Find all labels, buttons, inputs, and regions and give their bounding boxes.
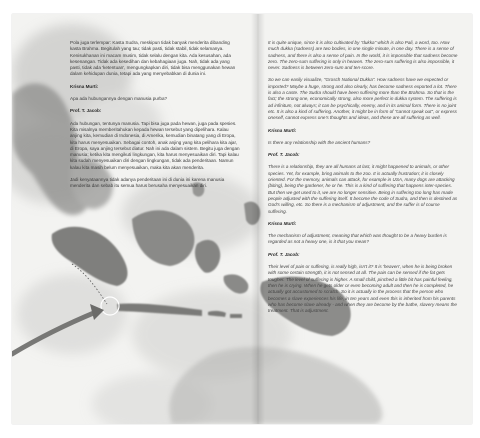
question-text: Is there any relationship with the ancient humans? bbox=[268, 139, 371, 145]
right-paragraph-4: Their level of pain or suffering, is really high, isn't it? It is 'heaven', when he is being broken with some certain strength, it is not sensed at all. The pain can be sensed if the fat gets tougher. The level of suffering is higher. A small child, pinched a little bit has painful feeling, then he is crying. When he gets older or even becoming adult and then he is completed, he actually got accustomed to scratch. So it is actually in the process that the person who becomes a slave experiences his life, in ten years and even this is inherited from his parents who has become slave already - and when they are become by the bathe, slavery means the treatment. That is adjustment. bbox=[268, 264, 457, 314]
left-paragraph-2: Ada hubungan, tentunya manusia. Tapi bisa juga pada hewan, juga pada spesies. Kita misalnya memberitahukan kepada hewan tersebut yang dipelihara. Kalau anjing kita, kemudian di Indonesia, di Amerika, kemudian binatang yang di Eropa, kita harus menyesuaikan. Sebagai contoh, anak anjing yang kita pelihara kita ajar, di Eropa, saya anjing tersebut diatur. Nah ini ada dalam sistem. Begitu juga dengan manusia; ketika kita mengikuti lingkungan, kita harus menyesuaikan diri. Tapi kalau kita sudah menyesuaikan diri dengan lingkungan, tidak ada penderitaan. Namun kalau kita masih belum menyesuaikan, maka kita akan menderita. bbox=[70, 120, 240, 170]
speaker-label: Krisna Murti: bbox=[268, 220, 297, 226]
right-paragraph-3: There is a relationship, they are all humans at last, it might happened to animals, or other species. Yet, for example, bring animals to the zoo. It is actually frustration; it is closely oriented. For the memory, animals can attack, for example in USA, many dogs are attacking (biting), being the gardener, he or he. This is a kind of suffering that happens inter-species. But then we get used to it, we are no longer sensitive. Being in suffering too long has made people adjusted with the suffering itself. It become the code of Sudra, and then is destined as God's willing, etc. So there is a mechanism of adjustment, and the suffer is of course suffering. bbox=[268, 164, 458, 214]
right-column-english bbox=[268, 40, 458, 320]
speaker-label: Prof. T. Jacob: bbox=[268, 152, 300, 158]
speaker-label: Krisna Murti: bbox=[70, 83, 99, 89]
right-paragraph-2: So we can easily visualize, "Grosch National Dukka". How sadness have we expected or imported? Maybe a huge, strong and also clearly, has become sadness exported a lot. There is also a caste. The Sudra should have been suffering more than the Brahma. So that is the fact; the strong one, economically strong, also more perfect in dukka system. The suffering is ad infinitum, not always; it can be psychically, enemy, and in its animal form. There is no joint etc. It is also a kind of suffering. Another, it might be in form of "cannot speak out", or express oneself, cannot express one's thoughts and ideas, and these are all suffering as well. bbox=[268, 77, 457, 121]
question-text: Apa ada hubungannya dengan manusia purba? bbox=[70, 96, 168, 102]
left-paragraph-3: Jadi kenyataannya tidak adanya penderitaan ini di dunia ini karena manusia menderita dan sebab itu semua harus berusaha menyesuaikan diri. bbox=[70, 177, 225, 189]
speaker-label: Prof. T. Jacob: bbox=[268, 251, 300, 257]
book-gutter bbox=[251, 14, 265, 424]
left-column-indonesian bbox=[70, 40, 240, 196]
question-text: The mechanism of adjustment, meaning that which was thought to be a heavy burden is regarded as not a heavy one, is it that you mean? bbox=[268, 233, 447, 245]
speaker-label: Prof. T. Jacob: bbox=[70, 108, 102, 114]
left-paragraph-1: Pola juga terlempar: Kasta Sudra, meskipun tidak banyak menderita dibanding kasta Brahma. Begitulah yang tau; tidak pasti, tidak stabil, tidak selamanya. Kenisukhanan ini macam musim, tidak selalu dengan kita. Ada kesusahan, ada kesenangan. Tidak ada kesedihan dan kebahagiaan juga. Nah, tidak ada yang pasti, tidak ada 'ketentuan', mengungkapkan diri, tidak bisa menggunakan hewan dalam kehidupan dunia, tetapi ada yang menyebabkan di dunia ini. bbox=[70, 40, 236, 77]
right-paragraph-1: It is quite unique, since it is also cultivated by "dukka" which is also Pali, a word, too. How much dukka (sadness) are two bodies, in one single minute, in one day. There is a sense of sadness, and there is also a sense of pain. In the world, it is impossible that sadness become zero. The zero-sum suffering is only in heaven. The zero-sum suffering is also impossible, it never. Sadness is between zero-sum and ten-score. bbox=[268, 40, 458, 71]
book-spread bbox=[12, 14, 472, 424]
speaker-label: Krisna Murti: bbox=[268, 127, 297, 133]
